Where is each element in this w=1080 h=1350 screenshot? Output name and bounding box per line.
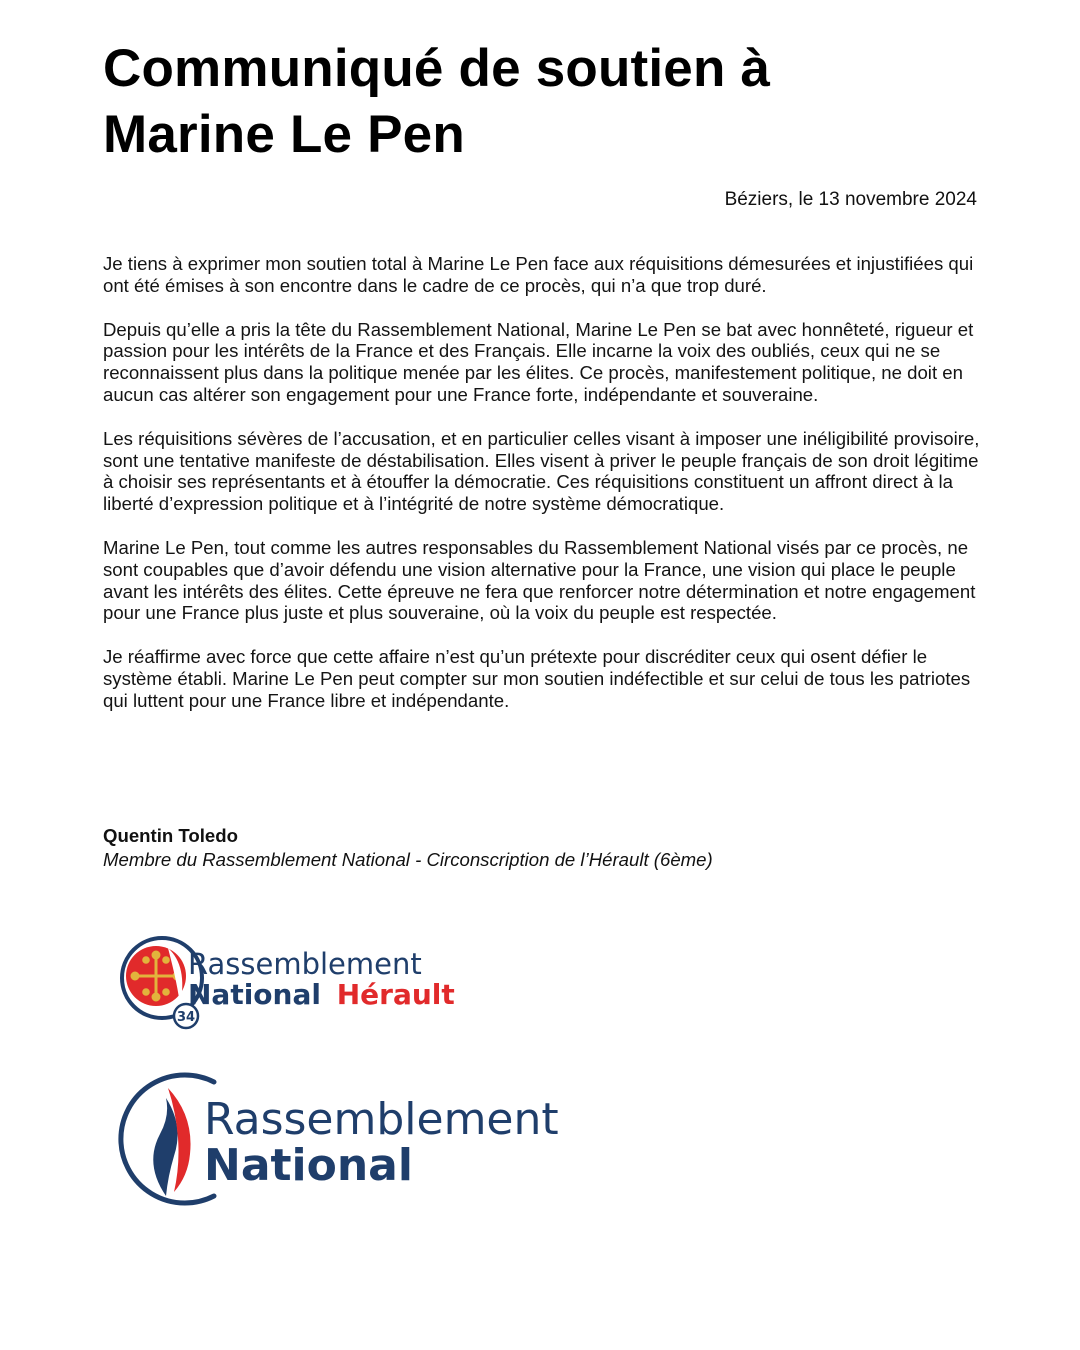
rn-national-logo <box>104 1068 574 1213</box>
paragraph-3: Les réquisitions sévères de l’accusation, et en particulier celles visant à imposer une inéligibilité provisoire, sont une tentative manifeste de déstabilisation. Elles visent à priver le peuple français de son droit légitime à choisir ses représentants et à étouffer la démocratie. Ces réquisitions constituent un affront direct à la liberté d’expression politique et à l’intégrité de notre système démocratique. <box>103 427 980 515</box>
rn-herault-logo <box>118 926 458 1034</box>
signatory-name: Quentin Toledo <box>103 825 238 846</box>
title-line-1: Communiqué de soutien à <box>103 39 771 98</box>
national-logo-line-1: Rassemblement <box>204 1094 559 1145</box>
paragraph-5: Je réaffirme avec force que cette affaire n’est qu’un prétexte pour discréditer ceux qui osent défier le système établi. Marine Le Pen peut compter sur mon soutien indéfectible et sur celui de tous les patriotes qui luttent pour une France libre et indépendante. <box>103 646 971 711</box>
signature-block <box>103 824 983 872</box>
herault-logo-line-2 <box>188 978 455 1011</box>
herault-logo-line-1: Rassemblement <box>188 947 422 981</box>
paragraph-2: Depuis qu’elle a pris la tête du Rassemblement National, Marine Le Pen se bat avec honnêteté, rigueur et passion pour les intérêts de la France et des Français. Elle incarne la voix des oubliés, ceux qui ne se reconnaissent plus dans la politique menée par les élites. Ce procès, manifestement politique, ne doit en aucun cas altérer son engagement pour une France forte, indépendante et souveraine. <box>103 318 974 405</box>
department-badge-label: 34 <box>176 1010 196 1025</box>
herault-logo-herault: Hérault <box>336 978 455 1011</box>
title-line-2: Marine Le Pen <box>103 105 465 164</box>
paragraph-4: Marine Le Pen, tout comme les autres responsables du Rassemblement National visés par ce procès, ne sont coupables que d’avoir défendu une vision alternative pour la France, une vision qui place le peuple avant les intérêts des élites. Cette épreuve ne fera que renforcer notre détermination et notre engagement pour une France plus juste et plus souveraine, où la voix du peuple est respectée. <box>103 536 976 624</box>
place-and-date: Béziers, le 13 novembre 2024 <box>724 189 977 210</box>
flame-blue-icon <box>153 1098 177 1196</box>
national-logo-line-2: National <box>204 1140 413 1191</box>
page-title <box>103 36 923 168</box>
signatory-role: Membre du Rassemblement National - Circonscription de l’Hérault (6ème) <box>103 849 713 870</box>
paragraph-1: Je tiens à exprimer mon soutien total à Marine Le Pen face aux réquisitions démesurées et injustifiées qui ont été émises à son encontre dans le cadre de ce procès, qui n’a que trop duré. <box>103 253 974 296</box>
herault-logo-national: National <box>188 978 321 1011</box>
statement-body <box>103 253 983 734</box>
